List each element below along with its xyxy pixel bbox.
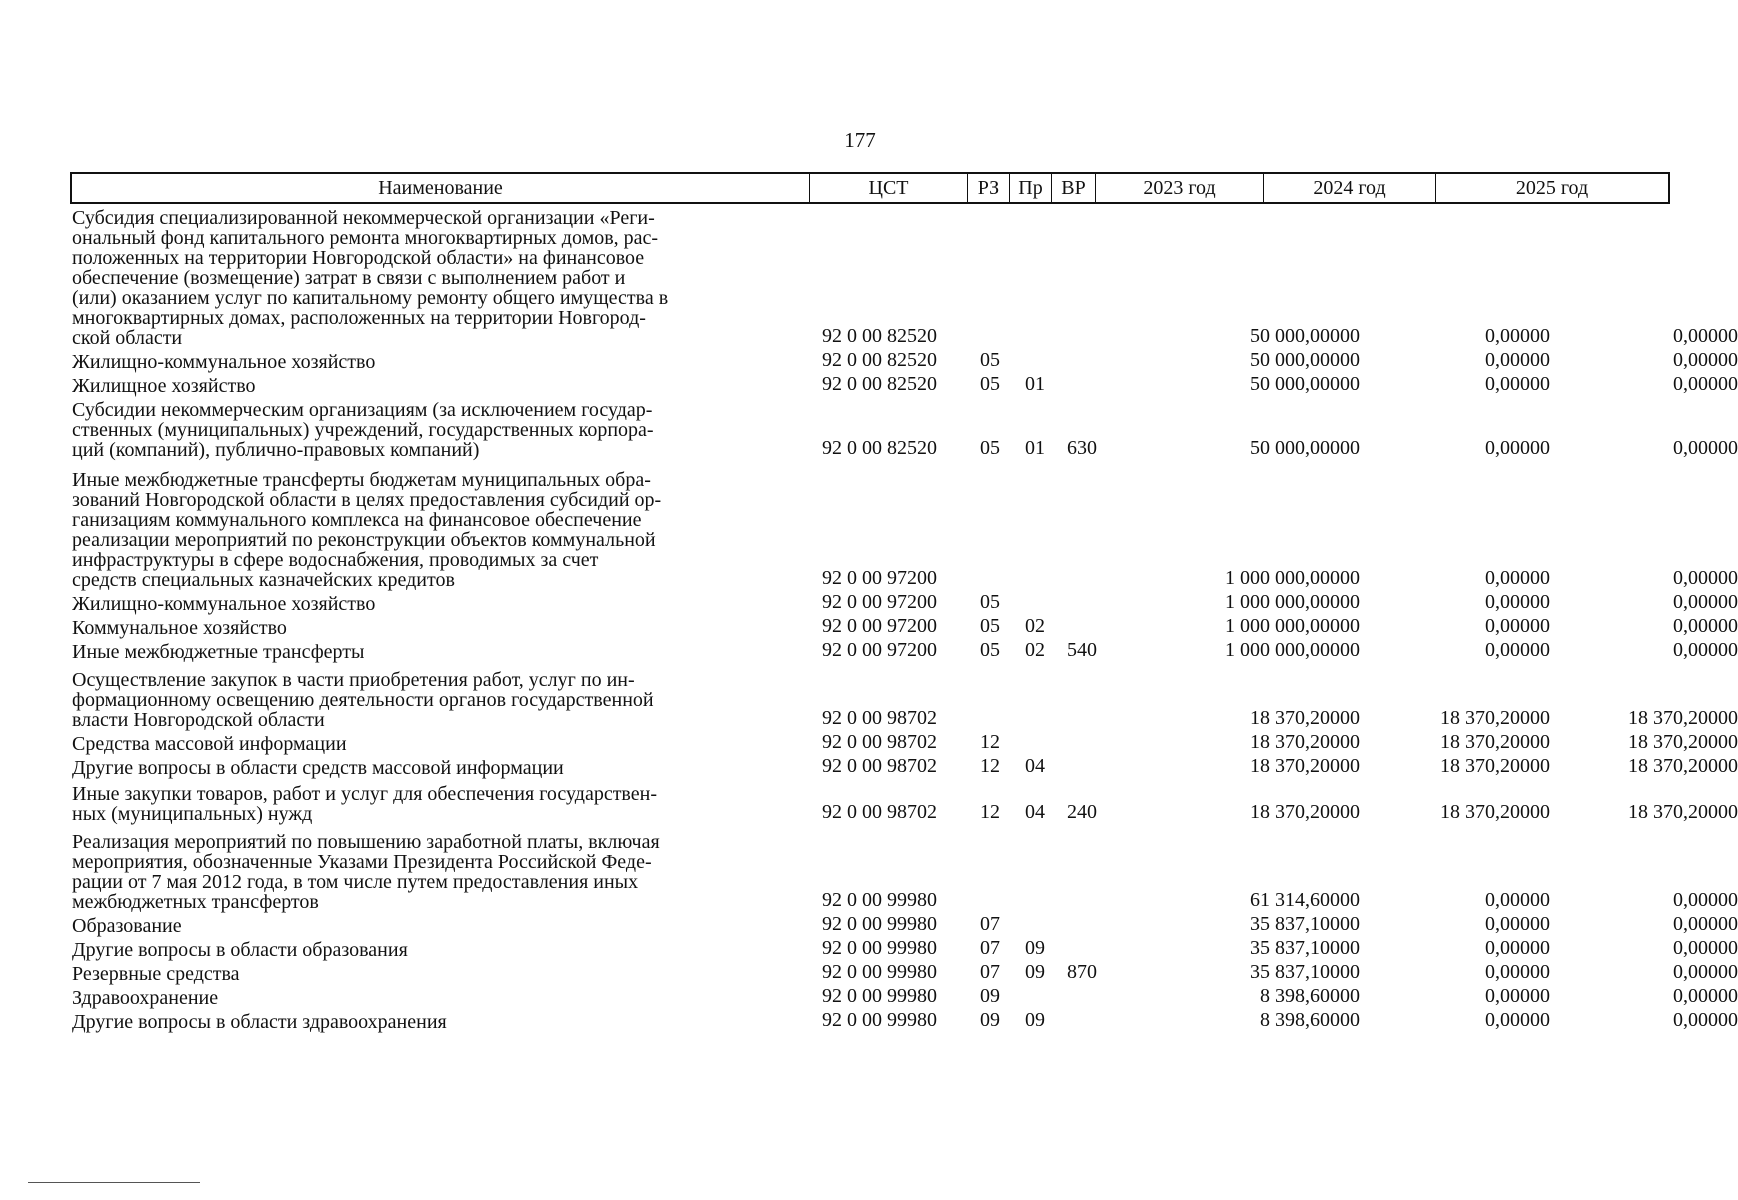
cell-2023: 1 000 000,00000 — [1225, 567, 1360, 589]
cell-cst: 92 0 00 97200 — [822, 567, 937, 589]
cell-2023: 8 398,60000 — [1260, 985, 1360, 1007]
row-name-line: Другие вопросы в области средств массовой информации — [72, 757, 564, 779]
row-name-line: (или) оказанием услуг по капитальному ремонту общего имущества в — [72, 287, 669, 309]
row-values — [70, 349, 1738, 372]
table-row — [70, 207, 1738, 349]
row-name-line: Образование — [72, 915, 182, 937]
table-row — [70, 591, 1738, 615]
cell-2025: 0,00000 — [1673, 889, 1738, 911]
cell-pr: 02 — [1025, 639, 1045, 661]
row-name-line: ций (компаний), публично-правовых компаний) — [72, 439, 480, 461]
row-name-line: ственных (муниципальных) учреждений, государственных корпора- — [72, 419, 654, 441]
row-name-line: обеспечение (возмещение) затрат в связи с выполнением работ и — [72, 267, 626, 289]
row-name-line: положенных на территории Новгородской области» на финансовое — [72, 247, 645, 269]
cell-2024: 0,00000 — [1485, 889, 1550, 911]
cell-rz: 07 — [980, 937, 1000, 959]
cell-rz: 07 — [980, 961, 1000, 983]
table-body — [70, 207, 1738, 1033]
header-vr: ВР — [1052, 174, 1096, 202]
cell-rz: 12 — [980, 755, 1000, 777]
table-row — [70, 1009, 1738, 1033]
budget-table — [70, 172, 1738, 1033]
row-values — [70, 985, 1738, 1008]
row-name-line: Резервные средства — [72, 963, 240, 985]
row-values — [70, 707, 1738, 730]
cell-2024: 0,00000 — [1485, 349, 1550, 371]
cell-cst: 92 0 00 97200 — [822, 591, 937, 613]
row-values — [70, 639, 1738, 662]
row-name-line: ской области — [72, 327, 183, 349]
cell-2024: 0,00000 — [1485, 639, 1550, 661]
row-name-line: Здравоохранение — [72, 987, 219, 1009]
cell-2024: 0,00000 — [1485, 985, 1550, 1007]
cell-cst: 92 0 00 99980 — [822, 889, 937, 911]
row-name-line: мероприятия, обозначенные Указами Президента Российской Феде- — [72, 851, 652, 873]
cell-rz: 09 — [980, 1009, 1000, 1031]
cell-2025: 0,00000 — [1673, 639, 1738, 661]
table-row — [70, 831, 1738, 913]
cell-cst: 92 0 00 99980 — [822, 937, 937, 959]
row-name-line: Иные межбюджетные трансферты — [72, 641, 365, 663]
cell-pr: 01 — [1025, 373, 1045, 395]
cell-2025: 0,00000 — [1673, 961, 1738, 983]
row-values — [70, 1009, 1738, 1032]
cell-2023: 35 837,10000 — [1250, 913, 1360, 935]
table-row — [70, 913, 1738, 937]
cell-2024: 0,00000 — [1485, 437, 1550, 459]
row-values — [70, 373, 1738, 396]
row-name-line: ональный фонд капитального ремонта многоквартирных домов, рас- — [72, 227, 659, 249]
cell-pr: 01 — [1025, 437, 1045, 459]
cell-pr: 04 — [1025, 755, 1045, 777]
cell-cst: 92 0 00 99980 — [822, 985, 937, 1007]
header-name: Наименование — [72, 174, 810, 202]
row-name-line: рации от 7 мая 2012 года, в том числе путем предоставления иных — [72, 871, 639, 893]
cell-2023: 18 370,20000 — [1250, 755, 1360, 777]
cell-pr: 09 — [1025, 1009, 1045, 1031]
cell-cst: 92 0 00 82520 — [822, 437, 937, 459]
cell-cst: 92 0 00 99980 — [822, 1009, 937, 1031]
table-row — [70, 373, 1738, 397]
row-name-line: Субсидия специализированной некоммерческой организации «Реги- — [72, 207, 655, 229]
cell-2024: 0,00000 — [1485, 325, 1550, 347]
row-name-line: Реализация мероприятий по повышению заработной платы, включая — [72, 831, 660, 853]
header-2023: 2023 год — [1096, 174, 1264, 202]
header-rz: РЗ — [968, 174, 1010, 202]
cell-cst: 92 0 00 99980 — [822, 913, 937, 935]
cell-vr: 540 — [1067, 639, 1097, 661]
cell-2023: 1 000 000,00000 — [1225, 591, 1360, 613]
cell-2023: 18 370,20000 — [1250, 731, 1360, 753]
row-values — [70, 437, 1738, 460]
cell-vr: 630 — [1067, 437, 1097, 459]
row-name-line: Осуществление закупок в части приобретения работ, услуг по ин- — [72, 669, 635, 691]
table-row — [70, 755, 1738, 779]
row-name-line: Средства массовой информации — [72, 733, 347, 755]
cell-2023: 8 398,60000 — [1260, 1009, 1360, 1031]
row-name-line: ганизациям коммунального комплекса на финансовое обеспечение — [72, 509, 642, 531]
cell-cst: 92 0 00 82520 — [822, 349, 937, 371]
row-values — [70, 567, 1738, 590]
cell-2025: 0,00000 — [1673, 615, 1738, 637]
row-name-line: Коммунальное хозяйство — [72, 617, 287, 639]
cell-2023: 1 000 000,00000 — [1225, 639, 1360, 661]
row-name-line: реализации мероприятий по реконструкции объектов коммунальной — [72, 529, 656, 551]
cell-2025: 0,00000 — [1673, 591, 1738, 613]
row-values — [70, 325, 1738, 348]
cell-2023: 35 837,10000 — [1250, 961, 1360, 983]
cell-cst: 92 0 00 98702 — [822, 731, 937, 753]
cell-2024: 18 370,20000 — [1440, 731, 1550, 753]
cell-2024: 18 370,20000 — [1440, 801, 1550, 823]
cell-2024: 0,00000 — [1485, 591, 1550, 613]
cell-2023: 50 000,00000 — [1250, 373, 1360, 395]
header-2025: 2025 год — [1515, 177, 1589, 199]
cell-2025: 0,00000 — [1673, 567, 1738, 589]
cell-2025: 0,00000 — [1673, 1009, 1738, 1031]
row-values — [70, 731, 1738, 754]
row-name-line: многоквартирных домах, расположенных на территории Новгород- — [72, 307, 646, 329]
cell-2025: 18 370,20000 — [1628, 801, 1738, 823]
row-values — [70, 591, 1738, 614]
header-cst: ЦСТ — [810, 174, 968, 202]
table-header — [70, 172, 1670, 204]
cell-vr: 870 — [1067, 961, 1097, 983]
cell-2025: 18 370,20000 — [1628, 731, 1738, 753]
cell-2024: 0,00000 — [1485, 1009, 1550, 1031]
cell-2023: 18 370,20000 — [1250, 707, 1360, 729]
cell-cst: 92 0 00 97200 — [822, 639, 937, 661]
row-name-line: межбюджетных трансфертов — [72, 891, 319, 913]
row-name-line: Жилищное хозяйство — [72, 375, 256, 397]
cell-2023: 35 837,10000 — [1250, 937, 1360, 959]
table-row — [70, 961, 1738, 985]
cell-rz: 05 — [980, 349, 1000, 371]
table-row — [70, 615, 1738, 639]
table-row — [70, 349, 1738, 373]
cell-rz: 07 — [980, 913, 1000, 935]
cell-2025: 0,00000 — [1673, 437, 1738, 459]
row-name-line: Другие вопросы в области здравоохранения — [72, 1011, 447, 1033]
cell-2025: 18 370,20000 — [1628, 755, 1738, 777]
cell-2023: 18 370,20000 — [1250, 801, 1360, 823]
cell-rz: 05 — [980, 639, 1000, 661]
row-name-line: ных (муниципальных) нужд — [72, 803, 313, 825]
row-name-line: Иные закупки товаров, работ и услуг для обеспечения государствен- — [72, 783, 657, 805]
row-name-line: инфраструктуры в сфере водоснабжения, проводимых за счет — [72, 549, 599, 571]
row-values — [70, 889, 1738, 912]
row-name-line: зований Новгородской области в целях предоставления субсидий ор- — [72, 489, 662, 511]
cell-cst: 92 0 00 98702 — [822, 755, 937, 777]
row-name-line: Субсидии некоммерческим организациям (за исключением государ- — [72, 399, 653, 421]
cell-cst: 92 0 00 82520 — [822, 373, 937, 395]
row-name-line: Жилищно-коммунальное хозяйство — [72, 593, 376, 615]
cell-2023: 1 000 000,00000 — [1225, 615, 1360, 637]
cell-pr: 04 — [1025, 801, 1045, 823]
page-number: 177 — [844, 128, 876, 152]
cell-2025: 0,00000 — [1673, 373, 1738, 395]
cell-cst: 92 0 00 98702 — [822, 801, 937, 823]
cell-2023: 50 000,00000 — [1250, 325, 1360, 347]
row-name-line: Жилищно-коммунальное хозяйство — [72, 351, 376, 373]
table-row — [70, 639, 1738, 663]
cell-rz: 05 — [980, 437, 1000, 459]
table-row — [70, 469, 1738, 591]
cell-2024: 0,00000 — [1485, 373, 1550, 395]
cell-pr: 09 — [1025, 937, 1045, 959]
row-name-line: Другие вопросы в области образования — [72, 939, 408, 961]
row-values — [70, 615, 1738, 638]
cell-2025: 0,00000 — [1673, 325, 1738, 347]
cell-pr: 02 — [1025, 615, 1045, 637]
table-row — [70, 783, 1738, 825]
row-values — [70, 937, 1738, 960]
cell-2024: 0,00000 — [1485, 615, 1550, 637]
cell-cst: 92 0 00 98702 — [822, 707, 937, 729]
cell-rz: 05 — [980, 615, 1000, 637]
cell-2024: 18 370,20000 — [1440, 755, 1550, 777]
table-row — [70, 731, 1738, 755]
cell-rz: 09 — [980, 985, 1000, 1007]
cell-2025: 0,00000 — [1673, 937, 1738, 959]
cell-2024: 18 370,20000 — [1440, 707, 1550, 729]
table-row — [70, 937, 1738, 961]
cell-pr: 09 — [1025, 961, 1045, 983]
cell-2025: 18 370,20000 — [1628, 707, 1738, 729]
cell-2025: 0,00000 — [1673, 985, 1738, 1007]
cell-cst: 92 0 00 82520 — [822, 325, 937, 347]
cell-rz: 05 — [980, 591, 1000, 613]
table-row — [70, 669, 1738, 731]
cell-2023: 50 000,00000 — [1250, 349, 1360, 371]
cell-2024: 0,00000 — [1485, 913, 1550, 935]
cell-2023: 61 314,60000 — [1250, 889, 1360, 911]
cell-vr: 240 — [1067, 801, 1097, 823]
row-name-line: средств специальных казначейских кредитов — [72, 569, 455, 591]
footer-rule — [28, 1182, 200, 1183]
cell-rz: 05 — [980, 373, 1000, 395]
row-name-line: формационному освещению деятельности органов государственной — [72, 689, 654, 711]
cell-2025: 0,00000 — [1673, 913, 1738, 935]
row-values — [70, 801, 1738, 824]
row-values — [70, 913, 1738, 936]
cell-2024: 0,00000 — [1485, 567, 1550, 589]
row-values — [70, 755, 1738, 778]
cell-2025: 0,00000 — [1673, 349, 1738, 371]
header-pr: Пр — [1010, 174, 1052, 202]
cell-cst: 92 0 00 97200 — [822, 615, 937, 637]
row-values — [70, 961, 1738, 984]
row-name-line: Иные межбюджетные трансферты бюджетам муниципальных обра- — [72, 469, 651, 491]
cell-2024: 0,00000 — [1485, 937, 1550, 959]
cell-2024: 0,00000 — [1485, 961, 1550, 983]
cell-rz: 12 — [980, 801, 1000, 823]
cell-2023: 50 000,00000 — [1250, 437, 1360, 459]
row-name-line: власти Новгородской области — [72, 709, 325, 731]
table-row — [70, 399, 1738, 461]
cell-rz: 12 — [980, 731, 1000, 753]
cell-cst: 92 0 00 99980 — [822, 961, 937, 983]
table-row — [70, 985, 1738, 1009]
header-2024: 2024 год — [1264, 174, 1436, 202]
